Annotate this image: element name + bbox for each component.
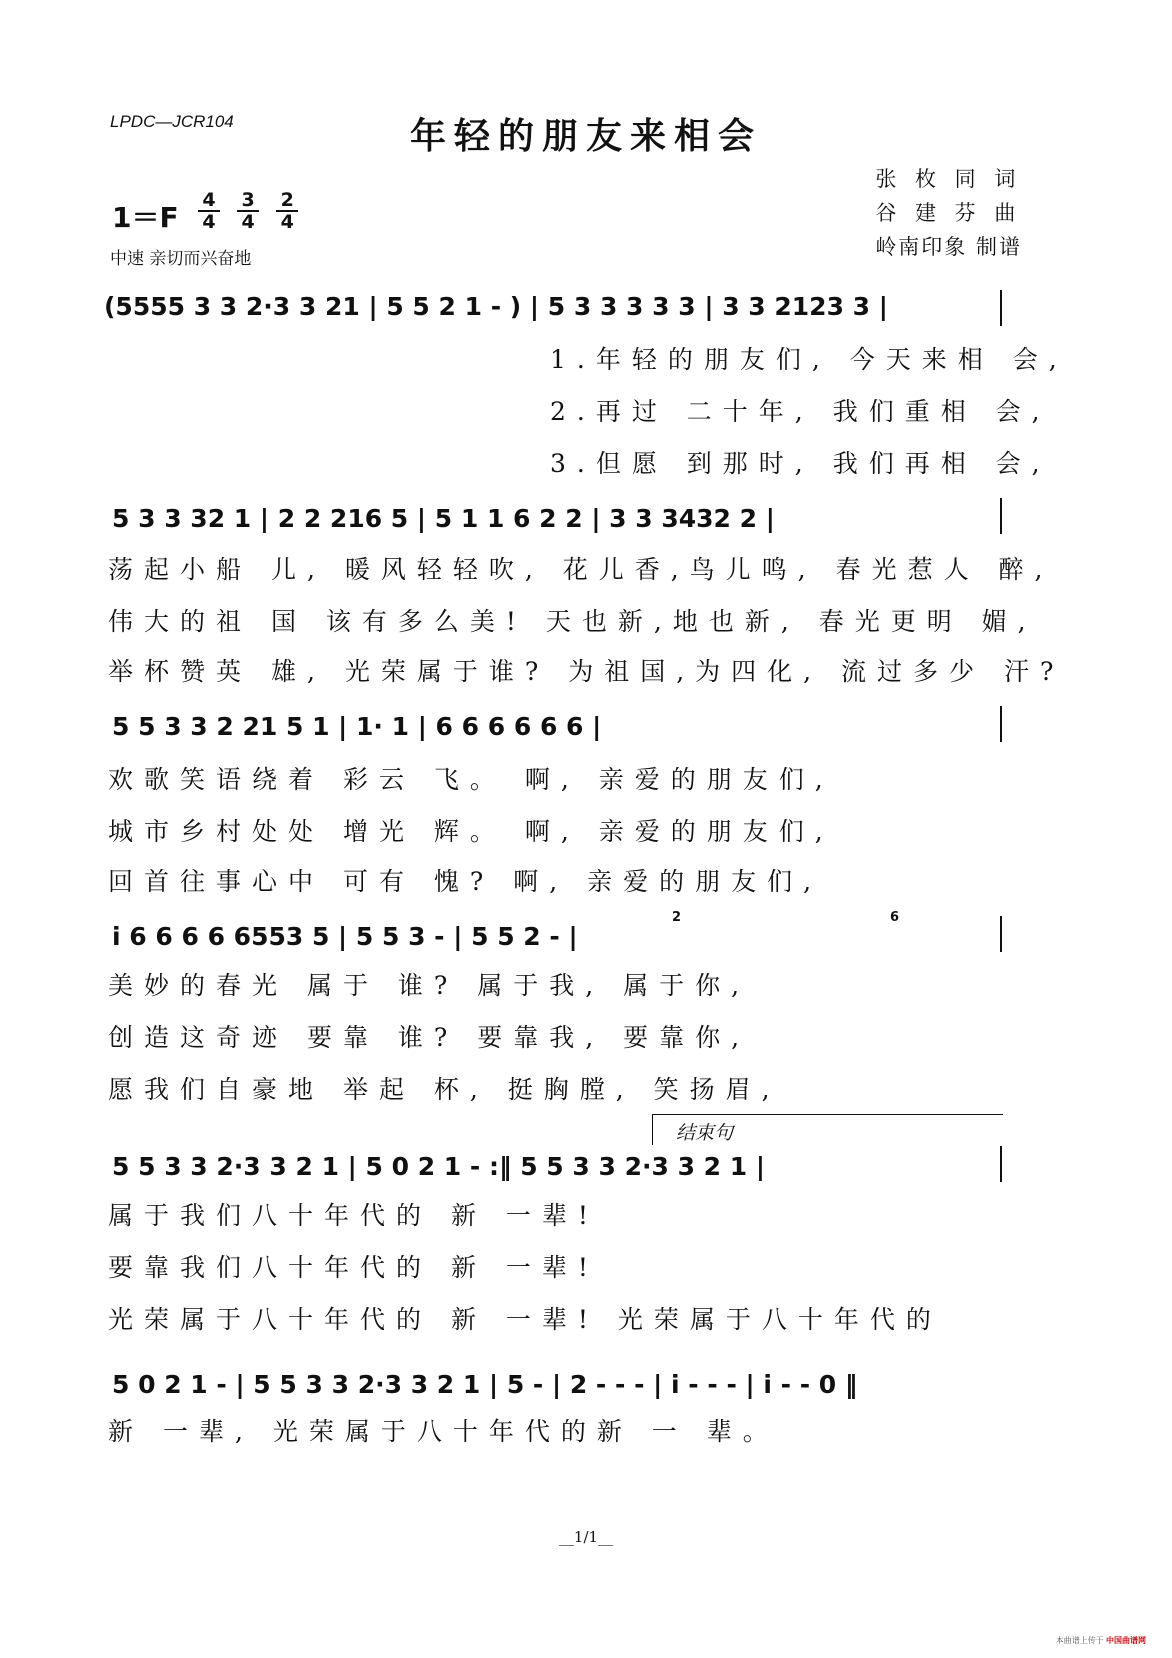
system-1-notes: (5555 3 3 2·3 3 21 | 5 5 2 1 - ) | 5 3 3 3 3 3 | 3 3 2123 3 |: [104, 292, 888, 321]
system-1-lyric-1: 1.年轻的朋友们, 今天来相 会,: [550, 345, 1068, 374]
system-4-lyric-2: 创造这奇迹 要靠 谁? 要靠我, 要靠你,: [108, 1023, 751, 1052]
watermark: 本曲谱上传于 中国曲谱网: [1055, 1636, 1146, 1645]
ending-label: 结束句: [676, 1122, 734, 1144]
system-4-notes: i 6 6 6 6 6553 5 | 5 5 3 - | 5 5 2 - |: [112, 922, 578, 951]
arranger-credit: 岭南印象 制谱: [875, 235, 1022, 259]
system-3-lyric-2: 城市乡村处处 增光 辉。 啊, 亲爱的朋友们,: [108, 817, 834, 846]
system-2-lyric-2: 伟大的祖 国 该有多么美! 天也新,地也新, 春光更明 媚,: [108, 607, 1037, 636]
barline: [1000, 498, 1002, 534]
time-signatures: [192, 190, 304, 232]
barline: [1000, 290, 1002, 326]
system-6-notes: 5 0 2 1 - | 5 5 3 3 2·3 3 2 1 | 5 - | 2 - - - | i - - - | i - - 0 ‖: [112, 1370, 858, 1399]
grace-note-1: 2: [672, 910, 682, 925]
system-3-notes: 5 5 3 3 2 21 5 1 | 1· 1 | 6 6 6 6 6 6 |: [112, 712, 602, 741]
tempo-marking: 中速 亲切而兴奋地: [110, 249, 252, 269]
system-2-lyric-3: 举杯赞英 雄, 光荣属于谁? 为祖国,为四化, 流过多少 汗?: [108, 657, 1065, 686]
system-4-lyric-3: 愿我们自豪地 举起 杯, 挺胸膛, 笑扬眉,: [108, 1075, 781, 1104]
grace-note-2: 6: [890, 910, 900, 925]
meter-3-4: $\frac{3}{4}$: [231, 190, 265, 232]
page-title: 年轻的朋友来相会: [409, 115, 762, 157]
system-1-lyric-3: 3.但愿 到那时, 我们再相 会,: [550, 449, 1051, 478]
system-5-lyric-2: 要靠我们八十年代的 新 一辈!: [108, 1253, 599, 1282]
credits: [875, 162, 1022, 264]
barline: [1000, 706, 1002, 742]
composer-credit: 谷 建 芬 曲: [875, 201, 1022, 225]
lyricist-credit: 张 枚 同 词: [875, 167, 1022, 191]
system-3-lyric-1: 欢歌笑语绕着 彩云 飞。 啊, 亲爱的朋友们,: [108, 765, 834, 794]
system-5-lyric-3: 光荣属于八十年代的 新 一辈! 光荣属于八十年代的: [108, 1305, 942, 1334]
system-2-notes: 5 3 3 32 1 | 2 2 216 5 | 5 1 1 6 2 2 | 3 3 3432 2 |: [112, 504, 775, 533]
system-1-lyric-2: 2.再过 二十年, 我们重相 会,: [550, 397, 1051, 426]
meter-4-4: $\frac{4}{4}$: [192, 190, 226, 232]
barline: [1000, 1146, 1002, 1182]
system-5-lyric-1: 属于我们八十年代的 新 一辈!: [108, 1201, 599, 1230]
system-6-lyric-1: 新 一辈, 光荣属于八十年代的新 一 辈。: [108, 1417, 779, 1446]
score-code: LPDC—JCR104: [110, 112, 234, 131]
page-number: __1/1__: [558, 1528, 614, 1546]
barline: [1000, 916, 1002, 952]
key-signature: 1＝F: [112, 201, 179, 234]
system-4-lyric-1: 美妙的春光 属于 谁? 属于我, 属于你,: [108, 971, 751, 1000]
meter-2-4: $\frac{2}{4}$: [270, 190, 304, 232]
system-3-lyric-3: 回首往事心中 可有 愧? 啊, 亲爱的朋友们,: [108, 867, 823, 896]
system-2-lyric-1: 荡起小船 儿, 暖风轻轻吹, 花儿香,鸟儿鸣, 春光惹人 醉,: [108, 555, 1054, 584]
system-5-notes: 5 5 3 3 2·3 3 2 1 | 5 0 2 1 - :‖ 5 5 3 3 2·3 3 2 1 |: [112, 1152, 766, 1181]
